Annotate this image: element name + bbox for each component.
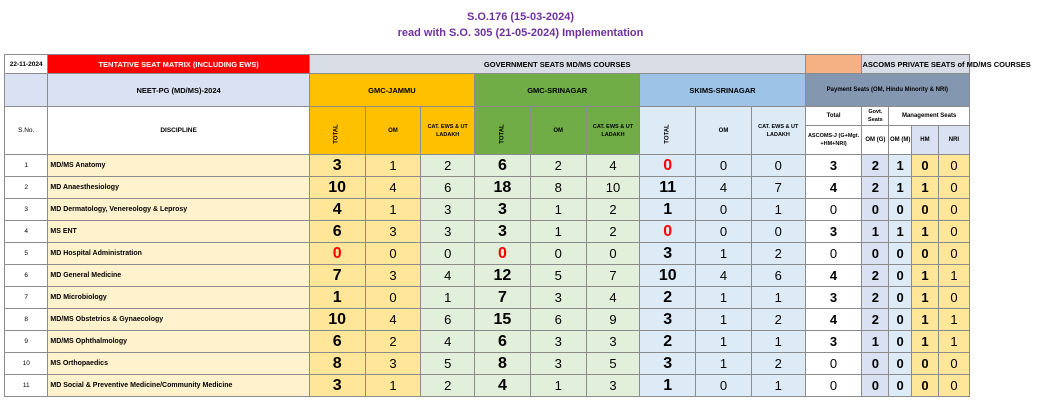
om-g-header: OM (G) (862, 126, 889, 155)
gs-om-header: OM (530, 107, 586, 155)
sk-cat-cell: 1 (751, 375, 805, 397)
gs-om-cell: 2 (530, 155, 586, 177)
sk-om-cell: 0 (696, 375, 752, 397)
gj-total-cell: 6 (309, 221, 365, 243)
gs-om-cell: 1 (530, 199, 586, 221)
om-m-cell: 0 (889, 309, 912, 331)
sk-total-cell: 3 (640, 309, 696, 331)
gmc-srinagar-header: GMC-SRINAGAR (475, 74, 640, 107)
sk-om-cell: 4 (696, 265, 752, 287)
om-m-cell: 0 (889, 375, 912, 397)
gs-total-cell: 6 (475, 331, 531, 353)
sno-cell: 5 (5, 243, 48, 265)
gs-cat-cell: 4 (586, 155, 640, 177)
discipline-header: DISCIPLINE (48, 107, 309, 155)
table-row (5, 243, 970, 265)
gs-cat-cell: 9 (586, 309, 640, 331)
gs-cat-cell: 0 (586, 243, 640, 265)
table-row (5, 353, 970, 375)
sk-cat-cell: 0 (751, 155, 805, 177)
om-g-cell: 0 (862, 353, 889, 375)
gj-cat-cell: 2 (421, 155, 475, 177)
gj-cat-cell: 1 (421, 287, 475, 309)
sk-total-cell: 11 (640, 177, 696, 199)
gs-total-cell: 3 (475, 199, 531, 221)
sk-om-cell: 1 (696, 353, 752, 375)
ascoms-total-cell: 0 (805, 199, 862, 221)
gj-total-cell: 6 (309, 331, 365, 353)
tentative-header: TENTATIVE SEAT MATRIX (INCLUDING EWS) (48, 55, 309, 74)
gs-cat-cell: 5 (586, 353, 640, 375)
sk-om-header: OM (696, 107, 752, 155)
payment-total-header: Total (805, 107, 862, 126)
sk-total-cell: 1 (640, 375, 696, 397)
gs-om-cell: 3 (530, 287, 586, 309)
hm-cell: 0 (912, 155, 939, 177)
om-m-cell: 1 (889, 221, 912, 243)
om-g-cell: 2 (862, 287, 889, 309)
gs-total-cell: 12 (475, 265, 531, 287)
sno-header: S.No. (5, 107, 48, 155)
table-row (5, 287, 970, 309)
gs-om-cell: 8 (530, 177, 586, 199)
table-row (5, 309, 970, 331)
seat-matrix-table (4, 54, 1031, 397)
om-m-cell: 1 (889, 155, 912, 177)
gj-total-cell: 4 (309, 199, 365, 221)
sk-total-cell: 2 (640, 287, 696, 309)
gj-total-cell: 10 (309, 177, 365, 199)
sk-cat-cell: 1 (751, 287, 805, 309)
sk-total-cell: 1 (640, 199, 696, 221)
om-m-cell: 0 (889, 353, 912, 375)
discipline-cell: MD Hospital Administration (48, 243, 309, 265)
om-g-cell: 2 (862, 309, 889, 331)
gj-om-cell: 4 (365, 309, 421, 331)
gs-total-header: TOTAL (475, 107, 531, 155)
om-m-cell: 0 (889, 265, 912, 287)
table-row (5, 221, 970, 243)
nri-cell: 0 (938, 353, 969, 375)
hm-cell: 1 (912, 177, 939, 199)
gj-total-cell: 3 (309, 375, 365, 397)
blank-cell (5, 74, 48, 107)
discipline-cell: MD General Medicine (48, 265, 309, 287)
om-g-cell: 1 (862, 221, 889, 243)
gj-cat-cell: 3 (421, 199, 475, 221)
ascoms-total-cell: 3 (805, 155, 862, 177)
discipline-cell: MD Social & Preventive Medicine/Community Medicine (48, 375, 309, 397)
discipline-cell: MD/MS Obstetrics & Gynaecology (48, 309, 309, 331)
sno-cell: 3 (5, 199, 48, 221)
sk-cat-cell: 1 (751, 199, 805, 221)
sk-total-cell: 2 (640, 331, 696, 353)
gs-cat-cell: 2 (586, 221, 640, 243)
sk-cat-cell: 1 (751, 331, 805, 353)
om-m-cell: 0 (889, 199, 912, 221)
gj-cat-cell: 6 (421, 309, 475, 331)
om-g-cell: 0 (862, 243, 889, 265)
sk-cat-cell: 6 (751, 265, 805, 287)
nri-header: NRI (938, 126, 969, 155)
sno-cell: 2 (5, 177, 48, 199)
ascoms-total-cell: 3 (805, 331, 862, 353)
nri-cell: 0 (938, 199, 969, 221)
ascoms-j-header: ASCOMS-J (G+Mgt. +HM+NRI) (805, 126, 862, 155)
govt-short-header: Govt. Seats (862, 107, 889, 126)
hm-cell: 1 (912, 309, 939, 331)
gj-cat-cell: 4 (421, 331, 475, 353)
gs-total-cell: 6 (475, 155, 531, 177)
table-row (5, 331, 970, 353)
sk-total-cell: 3 (640, 353, 696, 375)
ascoms-total-cell: 4 (805, 309, 862, 331)
gj-om-cell: 2 (365, 331, 421, 353)
om-m-cell: 0 (889, 243, 912, 265)
nri-cell: 0 (938, 155, 969, 177)
salmon-cell (805, 55, 862, 74)
gj-total-cell: 1 (309, 287, 365, 309)
sno-cell: 7 (5, 287, 48, 309)
discipline-cell: MD/MS Anatomy (48, 155, 309, 177)
gs-om-cell: 0 (530, 243, 586, 265)
table-row (5, 375, 970, 397)
neet-header: NEET-PG (MD/MS)-2024 (48, 74, 309, 107)
gj-om-cell: 3 (365, 265, 421, 287)
hm-cell: 0 (912, 199, 939, 221)
gj-om-cell: 3 (365, 221, 421, 243)
gs-om-cell: 1 (530, 221, 586, 243)
discipline-cell: MS Orthopaedics (48, 353, 309, 375)
discipline-cell: MD Microbiology (48, 287, 309, 309)
gj-om-cell: 0 (365, 287, 421, 309)
gj-total-cell: 7 (309, 265, 365, 287)
sk-cat-cell: 2 (751, 243, 805, 265)
payment-header: Payment Seats (OM, Hindu Minority & NRI) (805, 74, 969, 107)
gs-total-cell: 7 (475, 287, 531, 309)
gj-om-cell: 1 (365, 375, 421, 397)
gj-om-cell: 3 (365, 353, 421, 375)
ascoms-total-cell: 4 (805, 265, 862, 287)
sk-cat-cell: 2 (751, 353, 805, 375)
gs-om-cell: 6 (530, 309, 586, 331)
om-g-cell: 0 (862, 199, 889, 221)
sk-cat-cell: 0 (751, 221, 805, 243)
hm-cell: 0 (912, 353, 939, 375)
gj-total-cell: 8 (309, 353, 365, 375)
gs-om-cell: 3 (530, 353, 586, 375)
gs-om-cell: 5 (530, 265, 586, 287)
gs-total-cell: 0 (475, 243, 531, 265)
nri-cell: 1 (938, 331, 969, 353)
gj-om-cell: 4 (365, 177, 421, 199)
ascoms-total-cell: 4 (805, 177, 862, 199)
gs-om-cell: 1 (530, 375, 586, 397)
gj-cat-header: CAT. EWS & UT LADAKH (421, 107, 475, 155)
sk-total-cell: 10 (640, 265, 696, 287)
sno-cell: 1 (5, 155, 48, 177)
gs-cat-header: CAT. EWS & UT LADAKH (586, 107, 640, 155)
sno-cell: 8 (5, 309, 48, 331)
nri-cell: 0 (938, 177, 969, 199)
discipline-cell: MD Dermatology, Venereology & Leprosy (48, 199, 309, 221)
table-row (5, 265, 970, 287)
sk-cat-cell: 7 (751, 177, 805, 199)
nri-cell: 0 (938, 243, 969, 265)
hm-cell: 1 (912, 331, 939, 353)
nri-cell: 0 (938, 375, 969, 397)
discipline-cell: MD/MS Ophthalmology (48, 331, 309, 353)
gj-cat-cell: 5 (421, 353, 475, 375)
sk-om-cell: 1 (696, 309, 752, 331)
hm-cell: 0 (912, 243, 939, 265)
date-cell: 22-11-2024 (5, 55, 48, 74)
gmc-jammu-header: GMC-JAMMU (309, 74, 474, 107)
sk-total-cell: 0 (640, 221, 696, 243)
sno-cell: 11 (5, 375, 48, 397)
gs-cat-cell: 4 (586, 287, 640, 309)
gs-total-cell: 15 (475, 309, 531, 331)
nri-cell: 1 (938, 265, 969, 287)
om-g-cell: 2 (862, 177, 889, 199)
gj-cat-cell: 3 (421, 221, 475, 243)
gs-cat-cell: 3 (586, 331, 640, 353)
sk-om-cell: 0 (696, 221, 752, 243)
ascoms-total-cell: 0 (805, 353, 862, 375)
hm-cell: 0 (912, 375, 939, 397)
document-subtitle: read with S.O. 305 (21-05-2024) Implementation (397, 27, 644, 39)
sk-om-cell: 1 (696, 287, 752, 309)
document-title: S.O.176 (15-03-2024) (466, 11, 574, 23)
sno-cell: 9 (5, 331, 48, 353)
sk-om-cell: 1 (696, 243, 752, 265)
om-g-cell: 2 (862, 155, 889, 177)
gj-cat-cell: 0 (421, 243, 475, 265)
table-row (5, 177, 970, 199)
gj-total-cell: 3 (309, 155, 365, 177)
sno-cell: 10 (5, 353, 48, 375)
ascoms-total-cell: 3 (805, 221, 862, 243)
hm-cell: 1 (912, 265, 939, 287)
gj-om-cell: 1 (365, 155, 421, 177)
gj-om-cell: 1 (365, 199, 421, 221)
sk-total-cell: 0 (640, 155, 696, 177)
sk-om-cell: 0 (696, 199, 752, 221)
ascoms-header: ASCOMS PRIVATE SEATS of MD/MS COURSES (862, 55, 970, 74)
gs-cat-cell: 2 (586, 199, 640, 221)
hm-header: HM (912, 126, 939, 155)
table-row (5, 155, 970, 177)
gs-total-cell: 18 (475, 177, 531, 199)
sno-cell: 6 (5, 265, 48, 287)
gs-cat-cell: 7 (586, 265, 640, 287)
ascoms-total-cell: 0 (805, 375, 862, 397)
gs-total-cell: 8 (475, 353, 531, 375)
skims-header: SKIMS-SRINAGAR (640, 74, 805, 107)
gj-cat-cell: 6 (421, 177, 475, 199)
sk-cat-header: CAT. EWS & UT LADAKH (751, 107, 805, 155)
om-g-cell: 1 (862, 331, 889, 353)
hm-cell: 1 (912, 221, 939, 243)
ascoms-total-cell: 3 (805, 287, 862, 309)
sk-total-header: TOTAL (640, 107, 696, 155)
mgmt-header: Management Seats (889, 107, 970, 126)
gs-cat-cell: 3 (586, 375, 640, 397)
sk-om-cell: 1 (696, 331, 752, 353)
om-g-cell: 0 (862, 375, 889, 397)
hm-cell: 1 (912, 287, 939, 309)
om-m-cell: 0 (889, 331, 912, 353)
gs-cat-cell: 10 (586, 177, 640, 199)
gj-om-cell: 0 (365, 243, 421, 265)
table-row (5, 199, 970, 221)
sk-total-cell: 3 (640, 243, 696, 265)
om-m-header: OM (M) (889, 126, 912, 155)
nri-cell: 0 (938, 287, 969, 309)
nri-cell: 0 (938, 221, 969, 243)
sk-om-cell: 0 (696, 155, 752, 177)
gj-om-header: OM (365, 107, 421, 155)
discipline-cell: MS ENT (48, 221, 309, 243)
om-m-cell: 1 (889, 177, 912, 199)
sk-cat-cell: 2 (751, 309, 805, 331)
gj-total-header: TOTAL (309, 107, 365, 155)
ascoms-total-cell: 0 (805, 243, 862, 265)
gj-cat-cell: 4 (421, 265, 475, 287)
gs-total-cell: 3 (475, 221, 531, 243)
gj-total-cell: 0 (309, 243, 365, 265)
gj-total-cell: 10 (309, 309, 365, 331)
om-g-cell: 2 (862, 265, 889, 287)
govt-seats-header: GOVERNMENT SEATS MD/MS COURSES (309, 55, 805, 74)
gs-total-cell: 4 (475, 375, 531, 397)
discipline-cell: MD Anaesthesiology (48, 177, 309, 199)
nri-cell: 1 (938, 309, 969, 331)
gj-cat-cell: 2 (421, 375, 475, 397)
om-m-cell: 0 (889, 287, 912, 309)
sk-om-cell: 4 (696, 177, 752, 199)
gs-om-cell: 3 (530, 331, 586, 353)
sno-cell: 4 (5, 221, 48, 243)
